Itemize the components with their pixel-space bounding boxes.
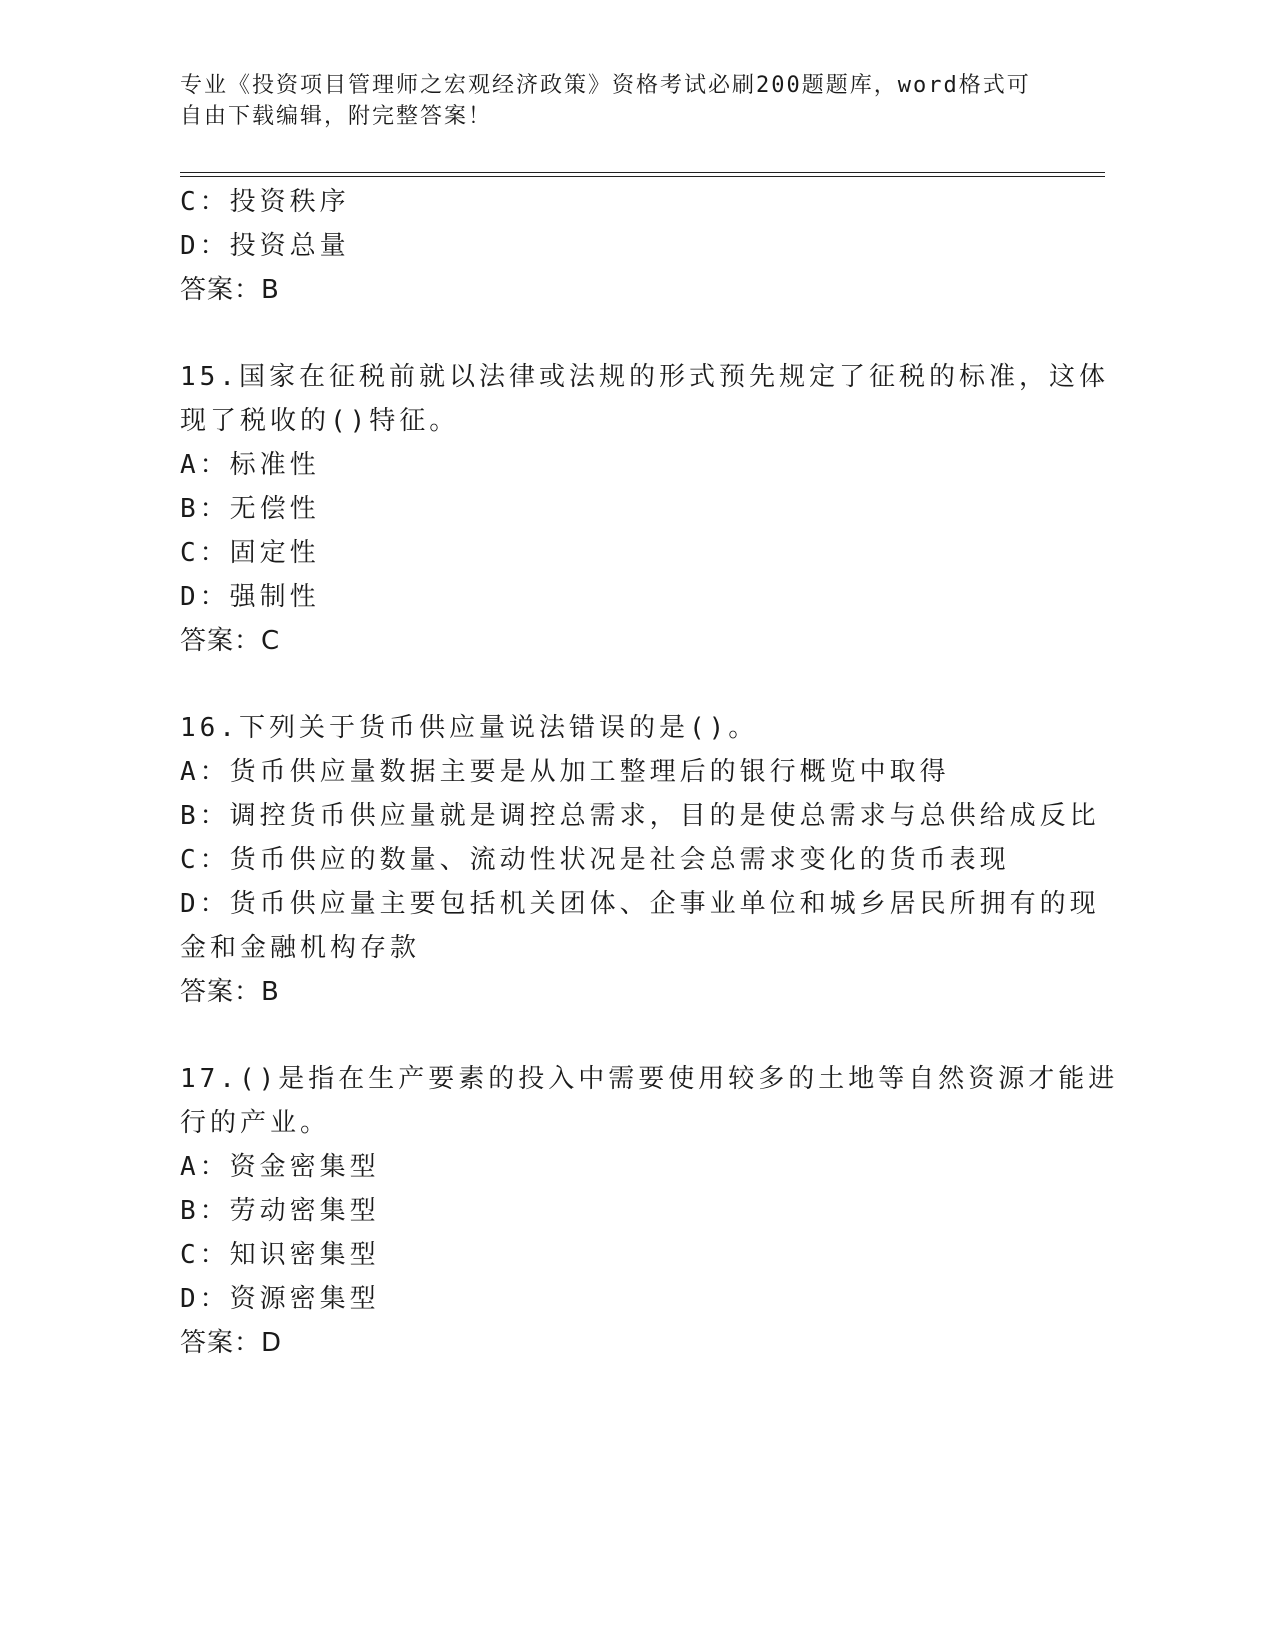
option-c: C：知识密集型	[180, 1240, 380, 1270]
option-a: A：标准性	[180, 450, 320, 480]
option-d: D：强制性	[180, 582, 320, 612]
question-list	[180, 180, 1119, 1365]
header-line-1: 专业《投资项目管理师之宏观经济政策》资格考试必刷200题题库，word格式可	[180, 73, 1031, 98]
answer-line: 答案：C	[180, 626, 281, 656]
answer-line: 答案：B	[180, 977, 280, 1007]
option-d-continued: 金和金融机构存款	[180, 933, 421, 963]
question-stem: 17.()是指在生产要素的投入中需要使用较多的土地等自然资源才能进	[180, 1064, 1119, 1094]
option-c: C：货币供应的数量、流动性状况是社会总需求变化的货币表现	[180, 845, 1010, 875]
option-d: D：投资总量	[180, 231, 350, 261]
question-stem-continued: 行的产业。	[180, 1108, 331, 1138]
option-a: A：资金密集型	[180, 1152, 380, 1182]
option-a: A：货币供应量数据主要是从加工整理后的银行概览中取得	[180, 757, 950, 787]
answer-line: 答案：B	[180, 275, 280, 305]
option-b: B：无偿性	[180, 494, 320, 524]
option-b: B：劳动密集型	[180, 1196, 380, 1226]
option-d: D：资源密集型	[180, 1284, 380, 1314]
question-17	[180, 1057, 1119, 1365]
option-c: C：固定性	[180, 538, 320, 568]
option-d: D：货币供应量主要包括机关团体、企事业单位和城乡居民所拥有的现	[180, 889, 1100, 919]
question-stem: 16.下列关于货币供应量说法错误的是()。	[180, 713, 759, 743]
question-14-tail	[180, 180, 1060, 312]
header-divider-top	[180, 172, 1105, 173]
header-divider-bottom	[180, 176, 1105, 177]
option-b: B：调控货币供应量就是调控总需求，目的是使总需求与总供给成反比	[180, 801, 1100, 831]
header-line-2: 自由下载编辑，附完整答案！	[180, 104, 493, 129]
question-stem: 15.国家在征税前就以法律或法规的形式预先规定了征税的标准，这体	[180, 362, 1109, 392]
page-header	[180, 70, 1040, 132]
question-15	[180, 355, 1109, 663]
answer-line: 答案：D	[180, 1328, 283, 1358]
question-16	[180, 706, 1100, 1014]
option-c: C：投资秩序	[180, 187, 350, 217]
question-stem-continued: 现了税收的()特征。	[180, 406, 460, 436]
